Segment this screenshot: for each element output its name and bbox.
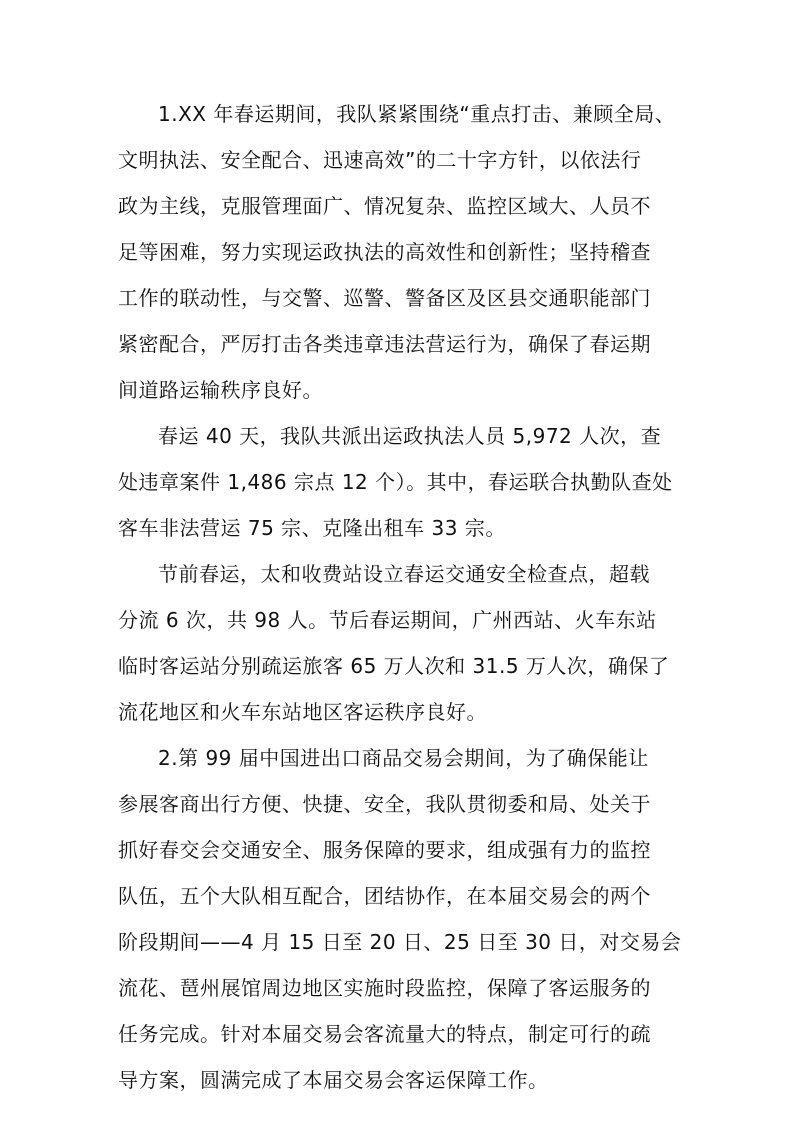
paragraph-3-line-4: 流花地区和火车东站地区客运秩序良好。 [118,700,487,724]
paragraph-4-line-6: 流花、琶州展馆周边地区实施时段监控，保障了客运服务的 [118,976,651,1000]
paragraph-2-line-1: 春运 40 天，我队共派出运政执法人员 5,972 人次，查 [158,424,662,448]
paragraph-4-line-3: 抓好春交会交通安全、服务保障的要求，组成强有力的监控 [118,838,651,862]
paragraph-1-line-7: 间道路运输秩序良好。 [118,378,323,402]
paragraph-1-line-2: 文明执法、安全配合、迅速高效”的二十字方针，以依法行 [118,148,642,172]
paragraph-2-line-2: 处违章案件 1,486 宗点 12 个）。其中，春运联合执勤队查处 [118,470,673,494]
paragraph-1-line-6: 紧密配合，严厉打击各类违章违法营运行为，确保了春运期 [118,332,651,356]
paragraph-3-line-2: 分流 6 次，共 98 人。节后春运期间，广州西站、火车东站 [118,608,657,632]
paragraph-1-line-1: 1.XX 年春运期间，我队紧紧围绕“重点打击、兼顾全局、 [158,102,676,126]
paragraph-1-line-3: 政为主线，克服管理面广、情况复杂、监控区域大、人员不 [118,194,651,218]
paragraph-3-line-1: 节前春运，太和收费站设立春运交通安全检查点，超载 [158,562,650,586]
paragraph-4-line-5: 阶段期间——4 月 15 日至 20 日、25 日至 30 日，对交易会 [118,930,682,954]
paragraph-4-line-2: 参展客商出行方便、快捷、安全，我队贯彻委和局、处关于 [118,792,651,816]
paragraph-3-line-3: 临时客运站分别疏运旅客 65 万人次和 31.5 万人次，确保了 [118,654,670,678]
paragraph-2-line-3: 客车非法营运 75 宗、克隆出租车 33 宗。 [118,516,506,540]
paragraph-1-line-5: 工作的联动性，与交警、巡警、警备区及区县交通职能部门 [118,286,651,310]
paragraph-4-line-1: 2.第 99 届中国进出口商品交易会期间，为了确保能让 [158,746,649,770]
paragraph-4-line-8: 导方案，圆满完成了本届交易会客运保障工作。 [118,1068,549,1092]
paragraph-4-line-4: 队伍，五个大队相互配合，团结协作，在本届交易会的两个 [118,884,651,908]
paragraph-4-line-7: 任务完成。针对本届交易会客流量大的特点，制定可行的疏 [118,1022,651,1046]
paragraph-1-line-4: 足等困难，努力实现运政执法的高效性和创新性；坚持稽查 [118,240,651,264]
